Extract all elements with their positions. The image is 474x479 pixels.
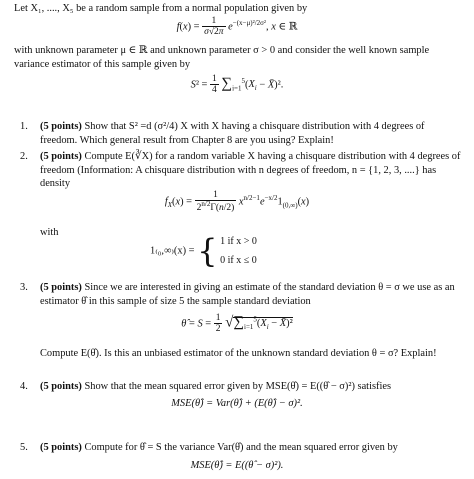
q5-number: 5. [20, 442, 28, 453]
with-label: with [40, 227, 59, 238]
q3-text [40, 281, 464, 308]
q2-points: (5 points) [40, 151, 82, 162]
intro-line: Let X₁, ...., X₅ be a random sample from a normal population given by [14, 3, 308, 14]
q3-body: Since we are interested in giving an estimate of the standard deviation θ = σ we use as an estimator θ̂ in this sample of size 5 the sample standard deviation [40, 282, 455, 307]
indicator-case-nonpositive: 0 if x ≤ 0 [220, 255, 257, 266]
q5-points: (5 points) [40, 442, 82, 453]
q1-body: Show that S² =d (σ²/4) X with X having a chisquare distribution with 4 degrees of freedom. Which general result from Chapter 8 are you using? Explain! [40, 121, 425, 146]
sample-variance-equation: S² = $\frac{1}{4}$ $\sum_{i=1}^5(X_i$ − X̄)². [190, 74, 284, 96]
chisquare-density-equation: $f_X(x)$ = $\frac{1}{2^{n/2}\Gamma(n/2)}$ $x^{n/2-1}e^{-x/2}1_{(0,\infty)}(x)$ [164, 190, 310, 214]
q4-body: Show that the mean squared error given by MSE(θ̂) = E((θ̂ − σ)²) satisfies [84, 381, 392, 392]
q1-text [40, 120, 464, 147]
q1-points: (5 points) [40, 121, 82, 132]
indicator-function-definition [150, 232, 257, 270]
mse-decomposition-equation: MSE(θ̂) = Var(θ̂) + (E(θ̂) − σ)². [171, 398, 303, 409]
q5-body: Compute for θ̂ = S the variance Var(θ̂) and the mean squared error given by [84, 442, 398, 453]
q4-number: 4. [20, 381, 28, 392]
normal-pdf-equation: f(x) = $\frac{1}{\sigma√2\pi}$ $e^{-(x-\mu)^2/2\sigma^2}$, x ∈ ℝ [176, 16, 298, 38]
q3-points: (5 points) [40, 282, 82, 293]
q2-text [40, 150, 464, 191]
q3-followup: Compute E(θ̂). Is this an unbiased estimator of the unknown standard deviation θ = σ? Explain! [40, 348, 437, 359]
estimator-equation: θ̂ = S = $\frac{1}{2}$ $√\sum_{i=1}^5(X_i$ − X̄)² [181, 313, 293, 335]
indicator-case-positive: 1 if x > 0 [220, 236, 257, 247]
mse-definition-equation: MSE(θ̂) = E((θ̂ − σ)²). [190, 460, 284, 471]
q2-body: Compute E(∛X) for a random variable X having a chisquare distribution with 4 degrees of freedom (Information: A chisquare distribution with n degrees of freedom, n = {1, 2, 3, ....} has density [40, 151, 461, 190]
q4-text [40, 380, 464, 394]
q5-text [40, 441, 464, 455]
q1-number: 1. [20, 121, 28, 132]
left-brace: { [197, 232, 218, 270]
intro-parameters-text: with unknown parameter μ ∈ ℝ and unknown parameter σ > 0 and consider the well known sample variance estimator of this sample given by [14, 45, 430, 70]
q2-number: 2. [20, 151, 28, 162]
indicator-lhs: 1₍₀,∞₎(x) = [150, 245, 195, 257]
q4-points: (5 points) [40, 381, 82, 392]
q3-number: 3. [20, 282, 28, 293]
